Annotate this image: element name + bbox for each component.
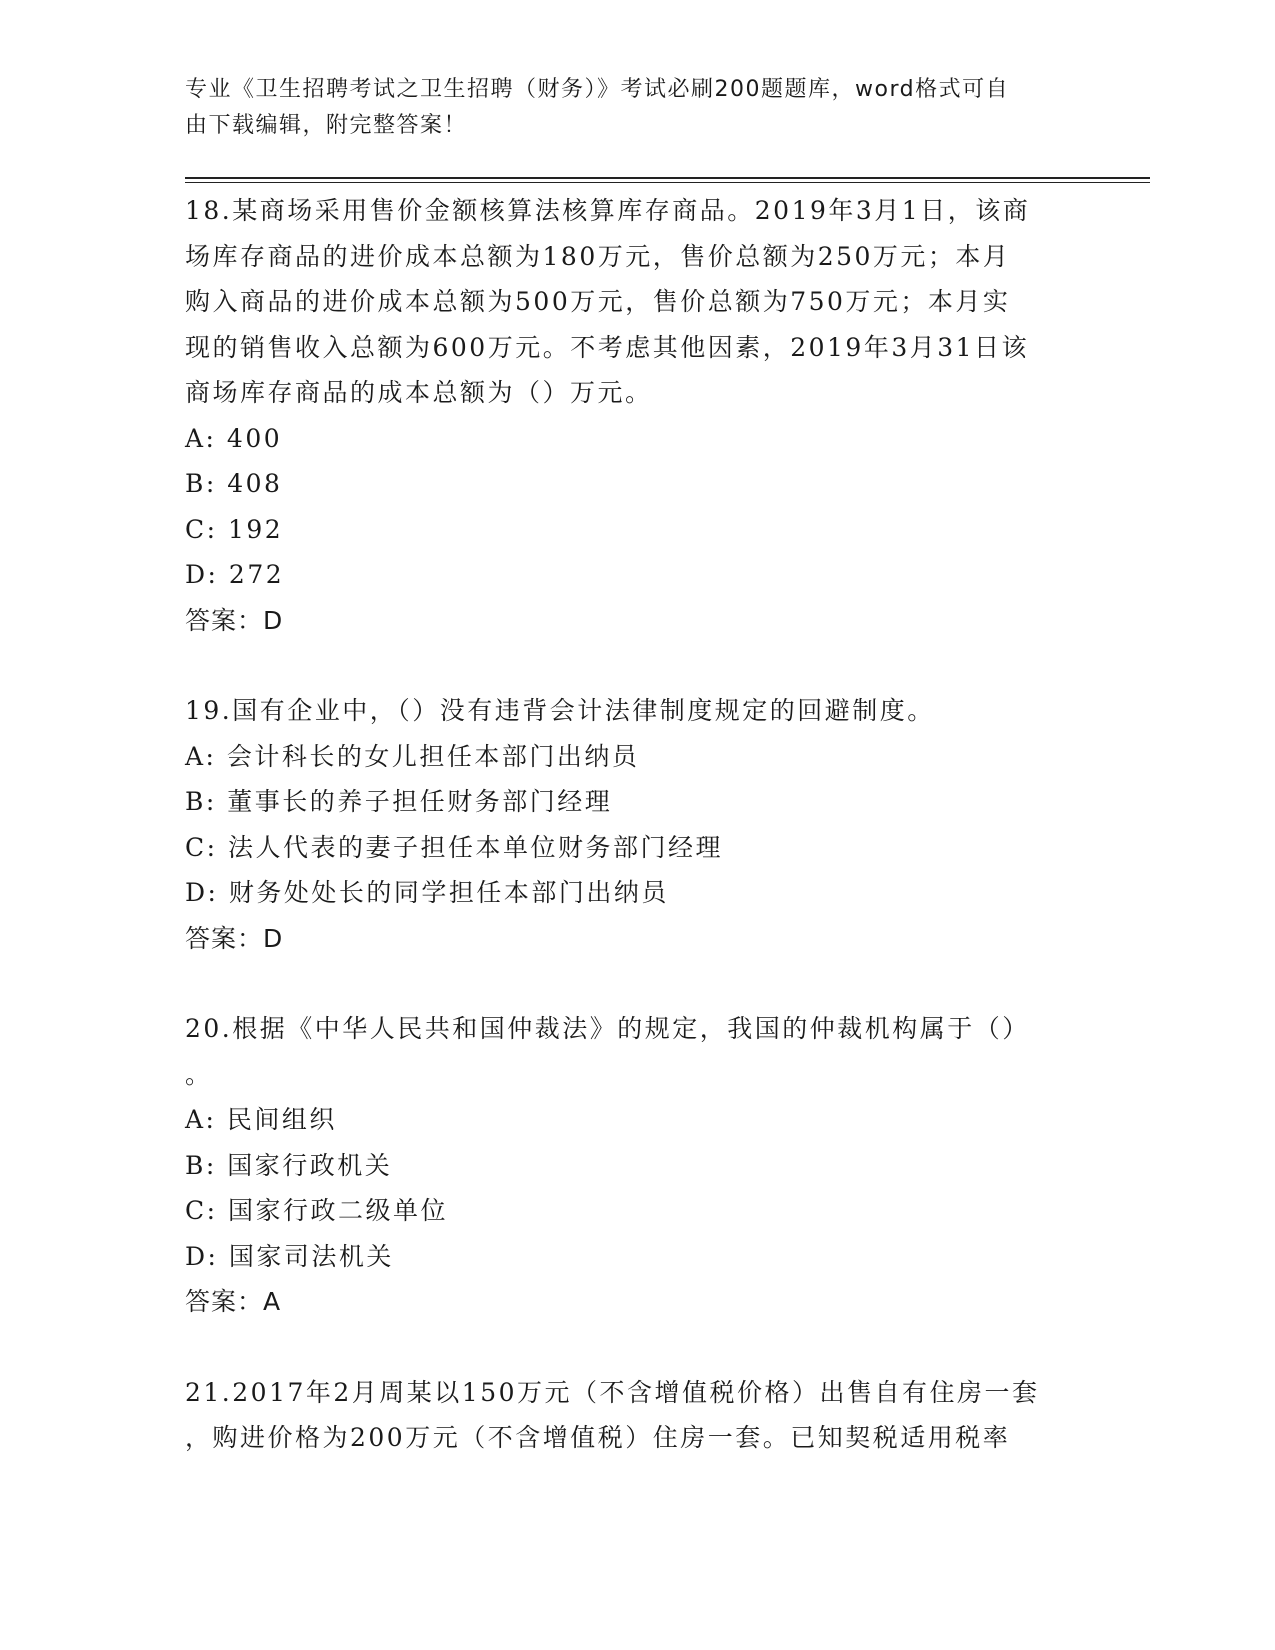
question-stem-line: 21.2017年2月周某以150万元（不含增值税价格）出售自有住房一套 <box>185 1377 1040 1407</box>
question-list <box>185 188 1085 1461</box>
answer: 答案：A <box>185 1287 282 1316</box>
question-stem-line: 场库存商品的进价成本总额为180万元，售价总额为250万元；本月 <box>185 241 1011 271</box>
question-stem-line: 购入商品的进价成本总额为500万元，售价总额为750万元；本月实 <box>185 287 1011 316</box>
option-a: A: 会计科长的女儿担任本部门出纳员 <box>185 741 640 771</box>
option-a: A: 民间组织 <box>185 1105 337 1134</box>
question-20 <box>185 1006 1085 1325</box>
question-19 <box>185 688 1085 961</box>
option-b: B: 董事长的养子担任财务部门经理 <box>185 787 613 816</box>
question-stem-line: 19.国有企业中，（）没有违背会计法律制度规定的回避制度。 <box>185 696 935 725</box>
question-stem-line: ，购进价格为200万元（不含增值税）住房一套。已知契税适用税率 <box>185 1423 1011 1452</box>
header-line-1: 专业《卫生招聘考试之卫生招聘（财务）》考试必刷200题题库，word格式可自 <box>185 77 1010 102</box>
question-stem-line: 20.根据《中华人民共和国仲裁法》的规定，我国的仲裁机构属于（） <box>185 1014 1030 1043</box>
option-b: B: 国家行政机关 <box>185 1150 393 1180</box>
question-stem-line: 18.某商场采用售价金额核算法核算库存商品。2019年3月1日，该商 <box>185 196 1031 225</box>
header-divider-thick <box>185 177 1150 179</box>
option-c: C: 法人代表的妻子担任本单位财务部门经理 <box>185 832 723 862</box>
header-divider-thin <box>185 182 1150 183</box>
answer: 答案：D <box>185 605 284 635</box>
question-stem-line: 商场库存商品的成本总额为（）万元。 <box>185 378 653 407</box>
question-21 <box>185 1370 1085 1461</box>
option-d: D: 272 <box>185 560 285 589</box>
option-c: C: 国家行政二级单位 <box>185 1196 448 1225</box>
option-d: D: 财务处处长的同学担任本部门出纳员 <box>185 878 669 907</box>
option-d: D: 国家司法机关 <box>185 1241 394 1271</box>
option-a: A: 400 <box>185 423 283 453</box>
option-c: C: 192 <box>185 514 284 544</box>
header-line-2: 由下载编辑，附完整答案！ <box>185 113 468 138</box>
document-header <box>185 72 1065 144</box>
question-18 <box>185 188 1085 643</box>
answer: 答案：D <box>185 923 284 953</box>
option-b: B: 408 <box>185 469 283 498</box>
question-stem-line: 。 <box>185 1059 213 1089</box>
question-stem-line: 现的销售收入总额为600万元。不考虑其他因素，2019年3月31日该 <box>185 332 1030 362</box>
